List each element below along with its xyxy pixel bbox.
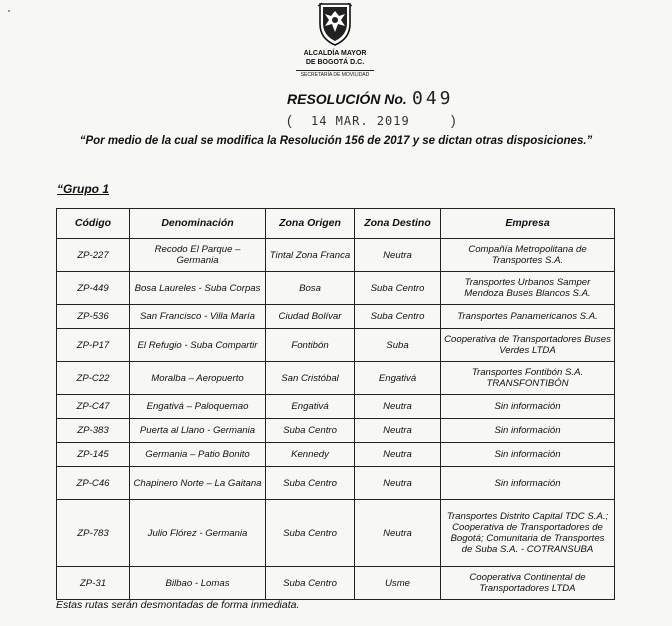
cell-denominacion: San Francisco - Villa María — [130, 305, 266, 329]
header-zona-destino: Zona Destino — [355, 209, 441, 239]
cell-destino: Suba Centro — [355, 272, 441, 305]
cell-codigo: ZP-383 — [57, 419, 130, 443]
cell-origen: Suba Centro — [266, 419, 355, 443]
cell-origen: Suba Centro — [266, 567, 355, 600]
cell-origen: Engativá — [266, 395, 355, 419]
table-row — [57, 567, 615, 600]
footer-note: Estas rutas serán desmontadas de forma inmediata. — [56, 599, 300, 611]
cell-empresa: Transportes Urbanos Samper Mendoza Buses Blancos S.A. — [441, 272, 615, 305]
cell-destino: Neutra — [355, 467, 441, 500]
cell-denominacion: Moralba – Aeropuerto — [130, 362, 266, 395]
entity-name-line1: ALCALDÍA MAYOR — [303, 50, 367, 57]
header-empresa: Empresa — [441, 209, 615, 239]
table-row — [57, 239, 615, 272]
resolution-date: 14 MAR. 2019 — [311, 114, 410, 128]
routes-table — [56, 208, 615, 600]
cell-codigo: ZP-C47 — [57, 395, 130, 419]
cell-empresa: Sin información — [441, 395, 615, 419]
cell-codigo: ZP-536 — [57, 305, 130, 329]
resolution-label: RESOLUCIÓN No. — [287, 91, 407, 107]
table-row — [57, 329, 615, 362]
cell-codigo: ZP-227 — [57, 239, 130, 272]
cell-denominacion: Germania – Patio Bonito — [130, 443, 266, 467]
cell-empresa: Sin información — [441, 467, 615, 500]
table-row — [57, 500, 615, 567]
resolution-subtitle: “Por medio de la cual se modifica la Resolución 156 de 2017 y se dictan otras disposiciones.” — [79, 135, 593, 147]
cell-empresa: Compañía Metropolitana de Transportes S.A. — [441, 239, 615, 272]
cell-codigo: ZP-449 — [57, 272, 130, 305]
table-row — [57, 443, 615, 467]
table-row — [57, 362, 615, 395]
table-row — [57, 419, 615, 443]
table-row — [57, 395, 615, 419]
cell-codigo: ZP-C22 — [57, 362, 130, 395]
cell-destino: Suba — [355, 329, 441, 362]
coat-of-arms-icon — [314, 2, 356, 46]
cell-origen: Kennedy — [266, 443, 355, 467]
secretaria-label: SECRETARÍA DE MOVILIDAD — [296, 70, 374, 78]
cell-empresa: Transportes Panamericanos S.A. — [441, 305, 615, 329]
cell-origen: Suba Centro — [266, 467, 355, 500]
date-paren-close: ) — [451, 112, 456, 128]
cell-destino: Usme — [355, 567, 441, 600]
scan-speck — [8, 10, 10, 12]
cell-denominacion: Engativá – Paloquemao — [130, 395, 266, 419]
table-row — [57, 305, 615, 329]
cell-origen: San Cristóbal — [266, 362, 355, 395]
table-header-row — [57, 209, 615, 239]
cell-codigo: ZP-P17 — [57, 329, 130, 362]
resolution-date-stamp — [287, 112, 459, 128]
table-row — [57, 272, 615, 305]
cell-destino: Neutra — [355, 419, 441, 443]
resolution-number: 049 — [412, 88, 454, 109]
cell-denominacion: Bilbao - Lomas — [130, 567, 266, 600]
cell-destino: Suba Centro — [355, 305, 441, 329]
cell-empresa: Sin información — [441, 419, 615, 443]
cell-origen: Bosa — [266, 272, 355, 305]
cell-denominacion: Julio Flórez - Germania — [130, 500, 266, 567]
cell-origen: Ciudad Bolívar — [266, 305, 355, 329]
cell-denominacion: Bosa Laureles - Suba Corpas — [130, 272, 266, 305]
cell-denominacion: Puerta al Llano - Germania — [130, 419, 266, 443]
entity-name-line2: DE BOGOTÁ D.C. — [305, 59, 365, 66]
cell-empresa: Cooperativa Continental de Transportadores LTDA — [441, 567, 615, 600]
cell-codigo: ZP-783 — [57, 500, 130, 567]
cell-codigo: ZP-145 — [57, 443, 130, 467]
cell-denominacion: El Refugio - Suba Compartir — [130, 329, 266, 362]
cell-empresa: Transportes Fontibón S.A. TRANSFONTIBÓN — [441, 362, 615, 395]
cell-empresa: Transportes Distrito Capital TDC S.A.; Cooperativa de Transportadores de Bogotá; Comunitaria de Transportes de Suba S.A. - COTRANSUBA — [441, 500, 615, 567]
group-title: “Grupo 1 — [57, 182, 110, 196]
cell-origen: Tintal Zona Franca — [266, 239, 355, 272]
cell-empresa: Cooperativa de Transportadores Buses Verdes LTDA — [441, 329, 615, 362]
cell-destino: Engativá — [355, 362, 441, 395]
cell-codigo: ZP-C46 — [57, 467, 130, 500]
header-codigo: Código — [57, 209, 130, 239]
cell-destino: Neutra — [355, 395, 441, 419]
cell-origen: Fontibón — [266, 329, 355, 362]
header-zona-origen: Zona Origen — [266, 209, 355, 239]
cell-origen: Suba Centro — [266, 500, 355, 567]
cell-codigo: ZP-31 — [57, 567, 130, 600]
cell-empresa: Sin información — [441, 443, 615, 467]
table-row — [57, 467, 615, 500]
header-denominacion: Denominación — [130, 209, 266, 239]
cell-destino: Neutra — [355, 443, 441, 467]
cell-denominacion: Recodo El Parque – Germania — [130, 239, 266, 272]
cell-destino: Neutra — [355, 239, 441, 272]
date-paren-open: ( — [287, 112, 292, 128]
cell-destino: Neutra — [355, 500, 441, 567]
cell-denominacion: Chapinero Norte – La Gaitana — [130, 467, 266, 500]
